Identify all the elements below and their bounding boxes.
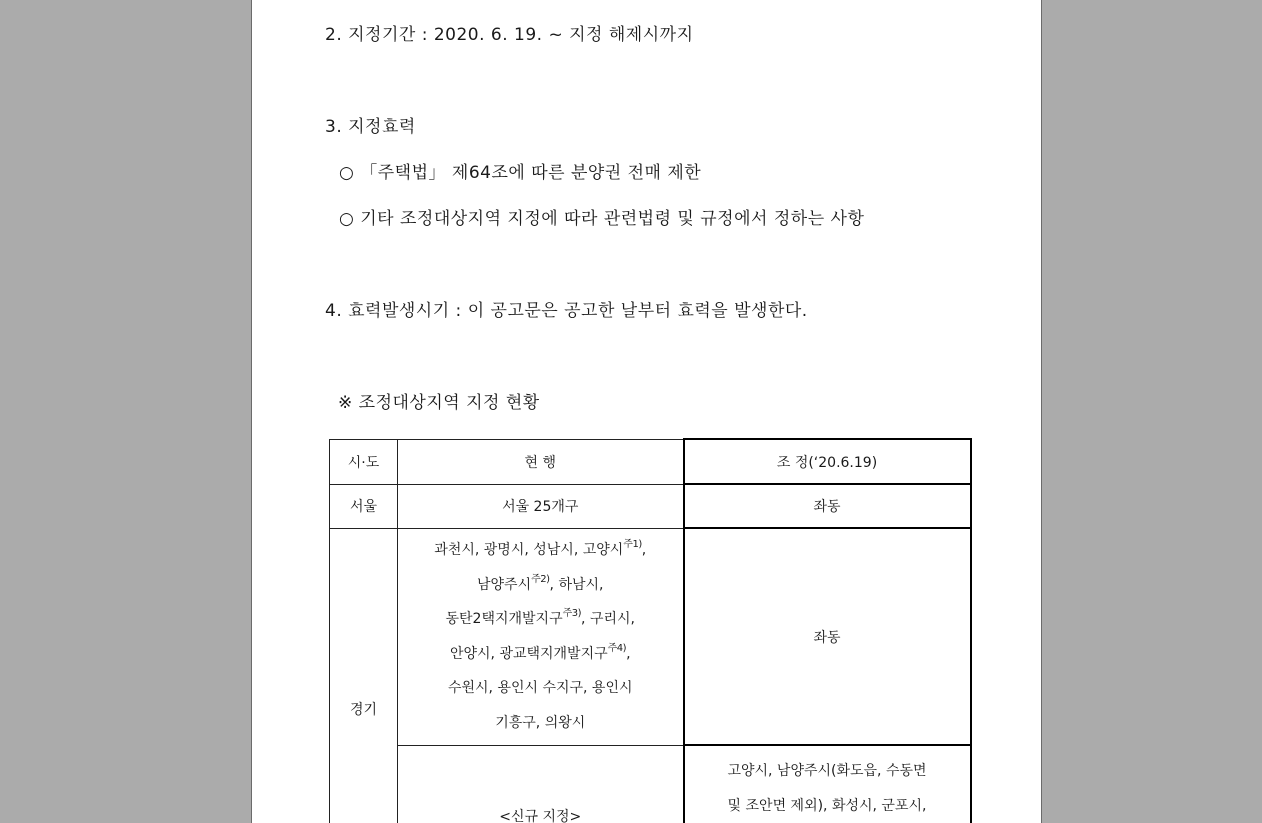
current-line: 동탄2택지개발지구$^{주3)}$, 구리시, — [445, 608, 635, 627]
header-region: 시·도 — [330, 439, 398, 484]
seoul-current: 서울 25개구 — [398, 484, 684, 528]
footnote-mark: 주2) — [531, 573, 550, 585]
new-line: 및 조안면 제외), 화성시, 군포시, — [727, 797, 927, 814]
header-current: 현 행 — [398, 439, 684, 484]
current-line: 수원시, 용인시 수지구, 용인시 — [447, 680, 633, 696]
designation-table — [329, 438, 972, 823]
footnote-mark: 주3) — [562, 608, 582, 619]
header-adjusted: 조 정(‘20.6.19) — [684, 439, 971, 484]
section-2-period: 2. 지정기간 : 2020. 6. 19. ~ 지정 해제시까지 — [325, 25, 694, 45]
region-seoul: 서울 — [330, 484, 398, 528]
current-line: 기흥구, 의왕시 — [495, 714, 586, 731]
note-heading: ※ 조정대상지역 지정 현황 — [338, 393, 540, 413]
current-line: 남양주시$^{주2)}$, 하남시, — [477, 573, 604, 593]
region-gyeonggi: 경기 — [330, 528, 398, 823]
gyeonggi-current — [398, 528, 684, 745]
seoul-adjusted: 좌동 — [684, 484, 971, 528]
section-3-item-1: ○ 「주택법」 제64조에 따른 분양권 전매 제한 — [339, 163, 702, 183]
section-3-title: 3. 지정효력 — [325, 117, 416, 137]
new-designation-label: <신규 지정> — [398, 745, 684, 823]
gyeonggi-adjusted: 좌동 — [684, 528, 971, 745]
gyeonggi-new-adjusted — [684, 745, 971, 823]
footnote-mark: 주1) — [623, 539, 642, 550]
current-line: 안양시, 광교택지개발지구$^{주4)}$, — [449, 642, 631, 662]
current-line: 과천시, 광명시, 성남시, 고양시$^{주1)}$, — [434, 539, 647, 558]
section-4-effective: 4. 효력발생시기 : 이 공고문은 공고한 날부터 효력을 발생한다. — [325, 301, 808, 321]
table-header-row — [330, 439, 971, 484]
table-row — [330, 745, 971, 823]
table-row — [330, 528, 971, 745]
new-line: 고양시, 남양주시(화도읍, 수동면 — [727, 763, 927, 779]
document-page — [251, 0, 1042, 823]
table-row — [330, 484, 971, 528]
section-3-item-2: ○ 기타 조정대상지역 지정에 따라 관련법령 및 규정에서 정하는 사항 — [339, 209, 865, 229]
footnote-mark: 주4) — [607, 642, 627, 654]
